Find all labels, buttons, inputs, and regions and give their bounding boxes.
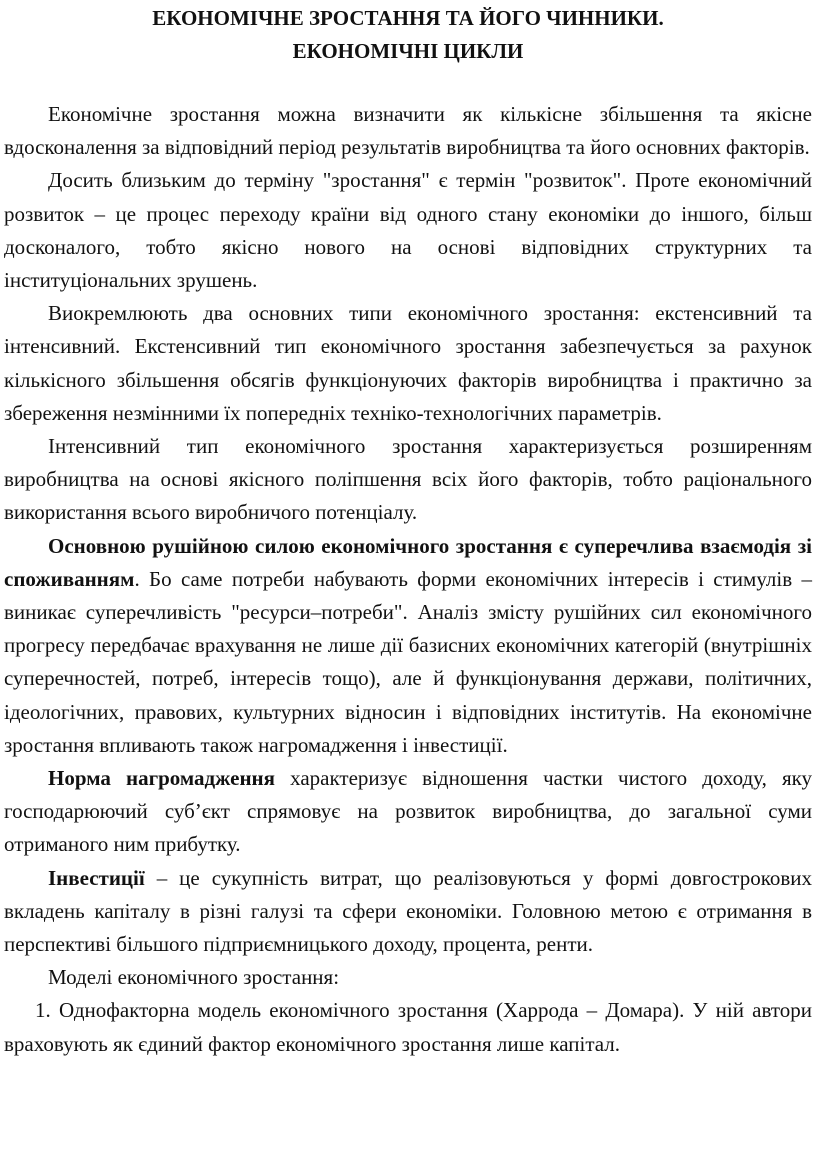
- list-item-single-factor-model: 1. Однофакторна модель економічного зростання (Харрода – Домара). У ній автори враховують як єдиний фактор економічного зростання лише капітал.: [4, 998, 812, 1056]
- title-line-1: ЕКОНОМІЧНЕ ЗРОСТАННЯ ТА ЙОГО ЧИННИКИ.: [152, 6, 664, 30]
- paragraph-growth-definition: Економічне зростання можна визначити як кількісне збільшення та якісне вдосконалення за відповідний період результатів виробництва та його основних факторів.: [4, 102, 812, 160]
- bold-investments: Інвестиції: [48, 865, 145, 890]
- paragraph-growth-types: Виокремлюють два основних типи економічного зростання: екстенсивний та інтенсивний. Екстенсивний тип економічного зростання забезпечується за рахунок кількісного збільшення обсягів функціонуючих факторів виробництва і практично за збереження незмінними їх попередніх техніко-технологічних параметрів.: [4, 301, 812, 425]
- bold-accumulation-rate: Норма нагромадження: [48, 766, 276, 791]
- title-line-2: ЕКОНОМІЧНІ ЦИКЛИ: [292, 39, 524, 63]
- paragraph-driving-force: [4, 530, 812, 762]
- investments-text: – це сукупність витрат, що реалізовуються у формі довгострокових вкладень капіталу в різні галузі та сфери економіки. Головною метою є отримання в перспективі більшого підприємницького доходу, процента, ренти.: [4, 865, 812, 957]
- paragraph-accumulation-rate: [4, 762, 812, 862]
- accumulation-rate-text: характеризує відношення частки чистого доходу, яку господарюючий суб’єкт спрямовує на розвиток виробництва, до загальної суми отриманого ним прибутку.: [4, 766, 813, 857]
- document-title: [4, 0, 812, 68]
- bold-driving-force: Основною рушійною силою економічного зростання є суперечлива взаємодія зі споживанням: [4, 533, 812, 591]
- paragraph-development: Досить близьким до терміну "зростання" є термін "розвиток". Проте економічний розвиток – це процес переходу країни від одного стану економіки до іншого, більш досконалого, тобто якісно нового на основі відповідних структурних та інституціональних зрушень.: [4, 168, 812, 293]
- driving-force-text: . Бо саме потреби набувають форми економічних інтересів і стимулів – виникає суперечливість "ресурси–потреби". Аналіз змісту рушійних сил економічного прогресу передбачає врахування не лише дії базисних економічних категорій (внутрішніх суперечностей, потреб, інтересів тощо), але й функціонування держави, політичних, ідеологічних, правових, культурних відносин і відповідних інститутів. На економічне зростання впливають також нагромадження і інвестиції.: [4, 566, 812, 757]
- paragraph-models-heading: Моделі економічного зростання:: [48, 965, 340, 990]
- document-body: [4, 98, 812, 1061]
- paragraph-investments: [4, 862, 812, 962]
- paragraph-intensive-type: Інтенсивний тип економічного зростання характеризується розширенням виробництва на основі якісного поліпшення всіх його факторів, тобто раціонального використання всього виробничого потенціалу.: [4, 434, 812, 525]
